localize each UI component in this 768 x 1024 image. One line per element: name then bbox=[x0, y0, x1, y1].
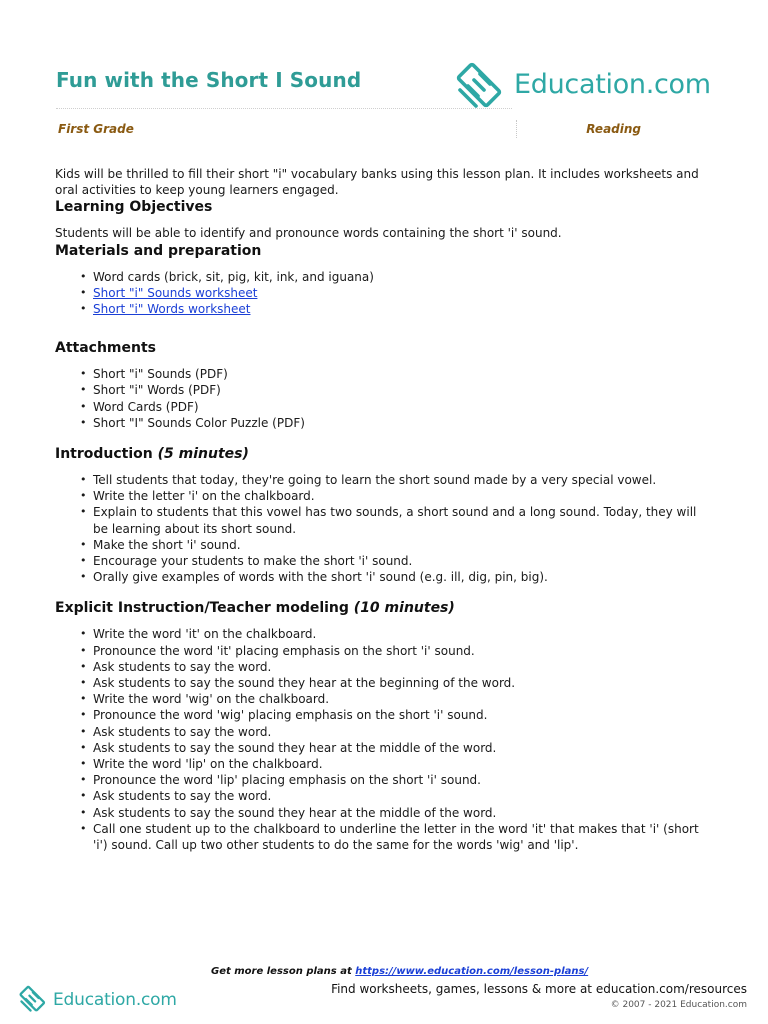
explicit-instruction-time: (10 minutes) bbox=[353, 600, 455, 617]
education-logo-icon bbox=[454, 56, 510, 112]
footer-education-logo-icon bbox=[18, 982, 50, 1018]
introduction-heading-text: Introduction bbox=[55, 446, 153, 463]
short-i-sounds-worksheet-link[interactable]: Short "i" Sounds worksheet bbox=[93, 285, 258, 300]
intro-paragraph: Kids will be thrilled to fill their short "i" vocabulary banks using this lesson plan. It includes worksheets and oral activities to keep young learners engaged. bbox=[55, 167, 699, 198]
lesson-plans-link[interactable]: https://www.education.com/lesson-plans/ bbox=[355, 966, 589, 977]
meta-divider bbox=[516, 120, 517, 138]
footer-lesson-plans bbox=[211, 966, 588, 977]
materials-heading: Materials and preparation bbox=[55, 242, 262, 259]
explicit-instruction-heading-text: Explicit Instruction/Teacher modeling bbox=[55, 600, 349, 617]
list-item: • Explain to students that this vowel has two sounds, a short sound and a long sound. Today, they will be learning about its short sound. bbox=[93, 504, 715, 536]
education-logo-text: Education.com bbox=[514, 68, 711, 100]
footer-education-logo-text: Education.com bbox=[53, 990, 177, 1010]
list-item bbox=[93, 301, 715, 317]
list-item: • Make the short 'i' sound. bbox=[93, 537, 715, 553]
list-item: • Write the word 'it' on the chalkboard. bbox=[93, 626, 715, 642]
list-item: • Write the letter 'i' on the chalkboard. bbox=[93, 488, 715, 504]
list-item: • Word cards (brick, sit, pig, kit, ink, and iguana) bbox=[93, 269, 715, 285]
list-item: • Ask students to say the word. bbox=[93, 724, 715, 740]
materials-list bbox=[55, 269, 715, 318]
title-divider bbox=[56, 108, 512, 109]
explicit-instruction-heading bbox=[55, 599, 715, 617]
list-item: • Pronounce the word 'lip' placing emphasis on the short 'i' sound. bbox=[93, 772, 715, 788]
subject-label: Reading bbox=[586, 122, 641, 136]
education-logo[interactable] bbox=[454, 56, 711, 112]
objectives-text: Students will be able to identify and pronounce words containing the short 'i' sound. bbox=[55, 226, 562, 241]
list-item: • Write the word 'lip' on the chalkboard. bbox=[93, 756, 715, 772]
introduction-time: (5 minutes) bbox=[157, 446, 249, 463]
list-item: • Ask students to say the sound they hear at the middle of the word. bbox=[93, 805, 715, 821]
introduction-heading bbox=[55, 445, 715, 463]
list-item: • Ask students to say the sound they hear at the beginning of the word. bbox=[93, 675, 715, 691]
footer-education-logo[interactable] bbox=[18, 982, 177, 1018]
introduction-list bbox=[55, 472, 715, 585]
list-item: • Word Cards (PDF) bbox=[93, 399, 715, 415]
list-item: • Ask students to say the word. bbox=[93, 659, 715, 675]
list-item: • Short "i" Words (PDF) bbox=[93, 382, 715, 398]
grade-label: First Grade bbox=[58, 122, 134, 136]
lesson-title: Fun with the Short I Sound bbox=[56, 68, 362, 92]
list-item: • Short "i" Sounds (PDF) bbox=[93, 366, 715, 382]
footer-copyright: © 2007 - 2021 Education.com bbox=[610, 1000, 747, 1010]
list-item: • Ask students to say the word. bbox=[93, 788, 715, 804]
list-item: • Write the word 'wig' on the chalkboard. bbox=[93, 691, 715, 707]
list-item: • Pronounce the word 'it' placing emphasis on the short 'i' sound. bbox=[93, 643, 715, 659]
footer-find-resources: Find worksheets, games, lessons & more at education.com/resources bbox=[331, 982, 747, 996]
list-item: • Call one student up to the chalkboard to underline the letter in the word 'it' that makes that 'i' (short 'i') sound. Call up two other students to do the same for the words 'wig' and 'lip'. bbox=[93, 821, 715, 853]
list-item bbox=[93, 285, 715, 301]
attachments-heading: Attachments bbox=[55, 340, 157, 357]
explicit-instruction-list bbox=[55, 626, 715, 853]
objectives-heading: Learning Objectives bbox=[55, 199, 213, 216]
short-i-words-worksheet-link[interactable]: Short "i" Words worksheet bbox=[93, 302, 251, 317]
list-item: • Orally give examples of words with the short 'i' sound (e.g. ill, dig, pin, big). bbox=[93, 569, 715, 585]
list-item: • Ask students to say the sound they hear at the middle of the word. bbox=[93, 740, 715, 756]
list-item: • Encourage your students to make the short 'i' sound. bbox=[93, 553, 715, 569]
list-item: • Tell students that today, they're going to learn the short sound made by a very special vowel. bbox=[93, 472, 715, 488]
lesson-content bbox=[55, 166, 715, 853]
list-item: • Short "I" Sounds Color Puzzle (PDF) bbox=[93, 415, 715, 431]
attachments-list bbox=[55, 366, 715, 431]
footer-lesson-prefix: Get more lesson plans at bbox=[211, 966, 352, 977]
list-item: • Pronounce the word 'wig' placing emphasis on the short 'i' sound. bbox=[93, 707, 715, 723]
